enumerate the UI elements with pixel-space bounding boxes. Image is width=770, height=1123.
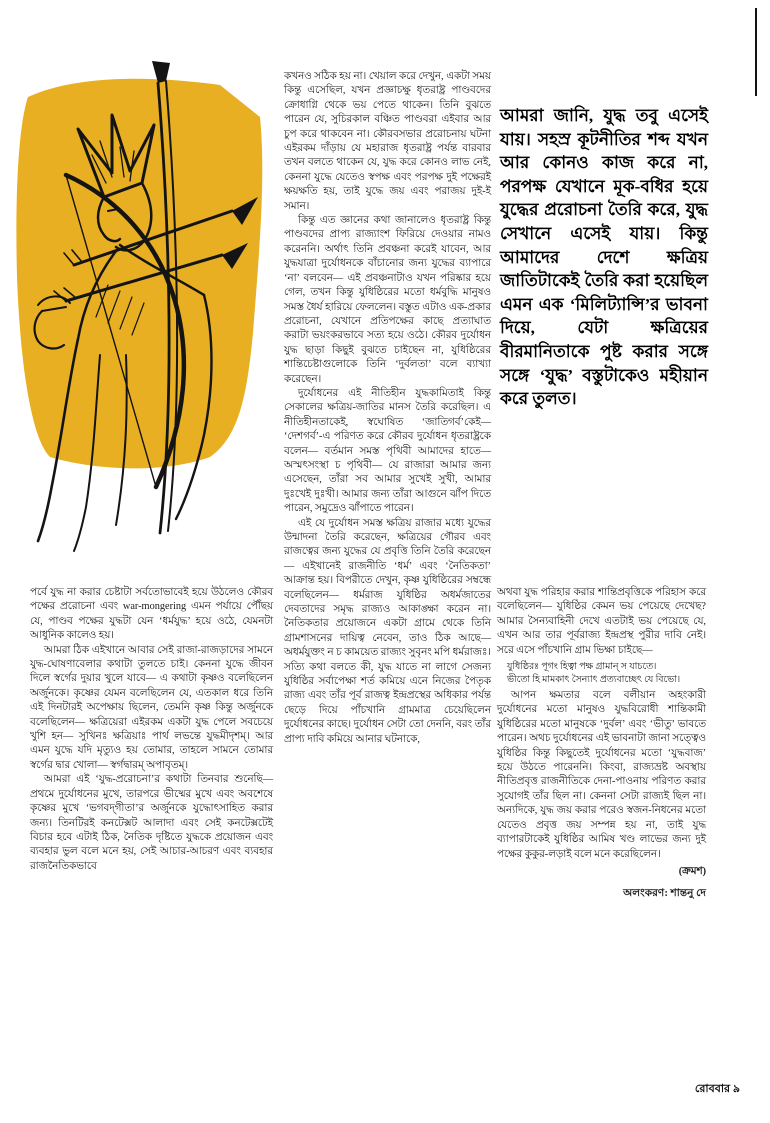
body-paragraph: আপন ক্ষমতার বলে বলীয়ান অহংকারী দুর্যোধনের মতো মানুষও যুদ্ধবিরোধী শান্তিকামী যুধিষ্ঠিরের মতো মানুষকে ‘দুর্বল’ এবং ‘ভীতু’ ভাবতে পারেন। অথচ দুর্যোধনের এই ভাবনাটা জানা সত্ত্বেও যুধিষ্ঠির কিন্তু কিছুতেই দুর্যোধনের মতো ‘যুদ্ধবাজ’ হয়ে উঠতে পারেননি। কিংবা, রাজ্যভ্রষ্ট অবস্থায় নীতিপ্রবৃত্ত রাজনীতিকে দেনা-পাওনায় পরিণত করার সুযোগই তাঁর ছিল না। কেননা সেটা রাজ্যই ছিল না। অন্যদিকে, যুদ্ধ জয় করার পরেও স্বজন-নিধনের মতো যেতেও প্রবৃত্ত জয় সম্পন্ন হয় না, তাই যুদ্ধ ব্যাপারটাকেই যুধিষ্ঠির আমিষ খণ্ড লাভের জন্য দুই পক্ষের কুকুর-লড়াই বলে মনে করেছিলেন। <box>497 690 706 860</box>
warrior-ink-art <box>8 55 270 567</box>
page-footer: রোববার ৯ <box>694 1083 740 1095</box>
left-column <box>30 586 273 874</box>
body-paragraph: পর্বে যুদ্ধ না করার চেষ্টাটা সর্বতোভাবেই হয়ে উঠলেও কৌরব পক্ষের প্ররোচনা এবং war-mongering এমন পর্যায়ে পৌঁছয় যে, পাণ্ডব পক্ষের যুদ্ধটা যেন ‘ধর্মযুদ্ধ’ হয়ে ওঠে, যেমনটা আধুনিক কালেও হয়। <box>30 587 273 642</box>
body-paragraph: কখনও সঠিক হয় না। খেয়াল করে দেখুন, একটা সময় কিন্তু এসেছিল, যখন প্রজ্ঞাচক্ষু ধৃতরাষ্ট্র পাণ্ডবদের ক্রোধাগ্নি থেকে ভয় পেতে থাকেন। তিনি বুঝতে পারেন যে, সুচিরকাল বঞ্চিত পাণ্ডবরা এইবার আর চুপ করে থাকবেন না। কৌরবসভার প্ররোচনায় ঘটনা এইরকম দাঁড়ায় যে মহারাজ ধৃতরাষ্ট্র পর্যন্ত বারবার তখন বলতে থাকেন যে, যুদ্ধ করে কোনও লাভ নেই, কেননা যুদ্ধে যেতেও স্বপক্ষ এবং পরপক্ষ দুই পক্ষেরই ক্ষয়ক্ষতি হয়, তাই যুদ্ধে জয় এবং পরাজয় দুই-ই সমান। <box>284 71 491 212</box>
illustration-credit: অলংকরণ: শান্তনু দে <box>623 888 706 900</box>
body-paragraph: অথবা যুদ্ধ পরিহার করার শান্তিপ্রবৃত্তিকে পরিহাস করে বলেছিলেন— যুধিষ্ঠির কেমন ভয় পেয়েছে দেখেছ? আমার সৈন্যবাহিনী দেখে এতটাই ভয় পেয়েছে যে, এখন আর তার পূর্বরাজ্য ইন্দ্রপ্রস্থ পুরীর দাবি নেই। সরে এসে পাঁচখানি গ্রাম ভিক্ষা চাইছে— <box>497 587 706 656</box>
continuation-marker: (ক্রমশ) <box>678 865 706 877</box>
middle-column <box>284 70 491 747</box>
archer-illustration <box>8 55 270 567</box>
body-paragraph: কিন্তু এত জ্ঞানের কথা জানালেও ধৃতরাষ্ট্র কিন্তু পাণ্ডবদের প্রাপ্য রাজ্যাংশ ফিরিয়ে দেওয়ার নামও করেননি। অর্থাৎ তিনি প্রবঞ্চনা করেই যাবেন, আর যুদ্ধযাত্রা দুর্যোধনকে বাঁচানোর জন্য যুদ্ধের ব্যাপারে ‘না’ বলবেন— এই প্রবঞ্চনাটাও যখন পরিষ্কার হয়ে গেল, তখন কিন্তু যুধিষ্ঠিরের মতো ধর্মবুদ্ধি মানুষও সমস্ত ধৈর্য হারিয়ে ফেললেন। বস্তুত এটাও এক-প্রকার প্ররোচনা, যেখানে প্রতিপক্ষের কাছে প্রত্যাঘাত করাটা ভয়ংকরভাবে সত্য হয়ে ওঠে। কৌরব দুর্যোধন যুদ্ধ ছাড়া কিছুই বুঝতে চাইছেন না, যুধিষ্ঠিরের শান্তিচেষ্টাগুলোকে তিনি ‘দুর্বলতা’ বলে ব্যাখ্যা করেছেন। <box>284 215 491 385</box>
body-paragraph: এই যে দুর্যোধন সমস্ত ক্ষত্রিয় রাজার মধ্যে যুদ্ধের উন্মাদনা তৈরি করেছেন, ক্ষত্রিয়ের গৌরব এবং রাজত্বের জন্য যুদ্ধের যে প্রবৃত্তি তিনি তৈরি করেছেন— এইখানেই রাজনীতি ‘ধর্ম’ এবং ‘নৈতিকতা’ আক্রান্ত হয়। বিপরীতে দেখুন, কৃষ্ণ যুধিষ্ঠিরের সম্বন্ধে বলেছিলেন— ধর্মরাজ যুধিষ্ঠির অধর্মজাতের দেবতাদের সমৃদ্ধ রাজ্যও আকাঙ্ক্ষা করেন না। নৈতিকতার প্রয়োজনে একটা গ্রামে থেকে তিনি গ্রামশাসনের দায়িত্ব নেবেন, তাও ঠিক আছে— অধর্মযুক্তং ন চ কাময়েত রাজ্যং সুবৃনং মপি ধর্মরাজঃ। সত্যি কথা বলতে কী, যুদ্ধ যাতে না লাগে সেজন্য যুধিষ্ঠির সর্বাপেক্ষা শর্ত কমিয়ে এনে নিজের পৈতৃক রাজ্য এবং তাঁর পূর্ব রাজত্ব ইন্দ্রপ্রস্থের অধিকার পর্যন্ত ছেড়ে দিয়ে পাঁচখানি গ্রামমাত্র চেয়েছিলেন দুর্যোধনের কাছে। দুর্যোধন সেটা তো দেননি, বরং তাঁর প্রাপ্য দাবি কমিয়ে আনার ঘটনাকে, <box>284 517 491 745</box>
sanskrit-verse <box>507 661 706 686</box>
body-paragraph: আমরা ঠিক এইখানে আবার সেই রাজা-রাজড়াদের সামনে যুদ্ধ-ঘোষণাবেলার কথাটা তুলতে চাই। কেননা যুদ্ধে জীবন দিলে স্বর্গের দুয়ার খুলে যাবে— এ কথাটা কৃষ্ণও বলেছিলেন অর্জুনকে। কৃষ্ণের যেমন বলেছিলেন যে, এতকাল ধরে তিনি এই দিনটারই অপেক্ষায় ছিলেন, তেমনি কৃষ্ণ কিন্তু অর্জুনকে বলেছিলেন— ক্ষত্রিয়েরা এইরকম একটা যুদ্ধ পেলে সবচেয়ে খুশি হন— সুখিনঃ ক্ষত্রিয়াঃ পার্থ লভন্তে যুদ্ধমীদৃশম্‌। আর এমন যুদ্ধে যদি মৃত্যুও হয় তোমার, তাহলে সামনে তোমার স্বর্গের দ্বার খোলা— স্বর্গদ্বারম্‌ অপাবৃতম্‌। <box>30 644 273 771</box>
right-column <box>497 586 706 902</box>
verse-line: যুধিষ্ঠিরঃ পূগং হিত্বা পক্ষ গ্রামান্‌ স যাচতে। <box>507 662 657 673</box>
yellow-background-blob <box>16 79 262 469</box>
pull-quote: আমরা জানি, যুদ্ধ তবু এসেই যায়। সহস্র কূটনীতির শব্দ যখন আর কোনও কাজ করে না, পরপক্ষ যেখানে মূক-বধির হয়ে যুদ্ধের প্ররোচনা তৈরি করে, যুদ্ধ সেখানে এসেই যায়। কিন্তু আমাদের দেশে ক্ষত্রিয় জাতিটাকেই তৈরি করা হয়েছিল এমন এক ‘মিলিট্যান্সি’র ভাবনা দিয়ে, যেটা ক্ষত্রিয়ের বীরমানিতাকে পুষ্ট করার সঙ্গে সঙ্গে ‘যুদ্ধ’ বস্তুটাকেও মহীয়ান করে তুলত। <box>500 106 708 409</box>
verse-line: ভীতো হি মামকাৎ সৈন্যাৎ প্রত্যবাচ্ছেৎ যে বিভো। <box>507 674 681 685</box>
body-paragraph: দুর্যোধনের এই নীতিহীন যুদ্ধকামিতাই কিন্তু সেকালের ক্ষত্রিয়-জাতির মানস তৈরি করেছিল। এ নীতিহীনতাকেই, স্বঘোষিত ‘জাতিগর্ব’কেই— ‘দেশগর্ব’-এ পরিণত করে কৌরব দুর্যোধন ধৃতরাষ্ট্রকে বলেন— বর্তমান সমস্ত পৃথিবী আমাদের হাতে— অস্মৎসংস্থা চ পৃথিবী— যে রাজারা আমার জন্য এসেছেন, তাঁরা সব আমার সুখেই সুখী, আমার দুঃখেই দুঃখী। আমার জন্য তাঁরা আগুনে ঝাঁপ দিতে পারেন, সমুদ্রেও ঝাঁপাতে পারেন। <box>284 387 491 515</box>
top-right-rule <box>755 8 757 96</box>
body-paragraph: আমরা এই ‘যুদ্ধ-প্ররোচনা’র কথাটা তিনবার শুনেছি— প্রথমে দুর্যোধনের মুখে, তারপরে ভীষ্মের মুখে এবং অবশেষে কৃষ্ণের মুখে ‘ভগবদ্‌গীতা’র অর্জুনকে যুদ্ধোৎসাহিত করার জন্য। তিনটিরই কনটেক্সট আলাদা এবং সেই কনটেক্সটেই বিচার হবে এটাই ঠিক, নৈতিক দৃষ্টিতে যুদ্ধকে প্রয়োজন এবং ব্যবহার ভুল বলে মনে হয়, সেই আচার-আচরণ এবং ব্যবহার রাজনৈতিকভাবে <box>30 774 273 872</box>
